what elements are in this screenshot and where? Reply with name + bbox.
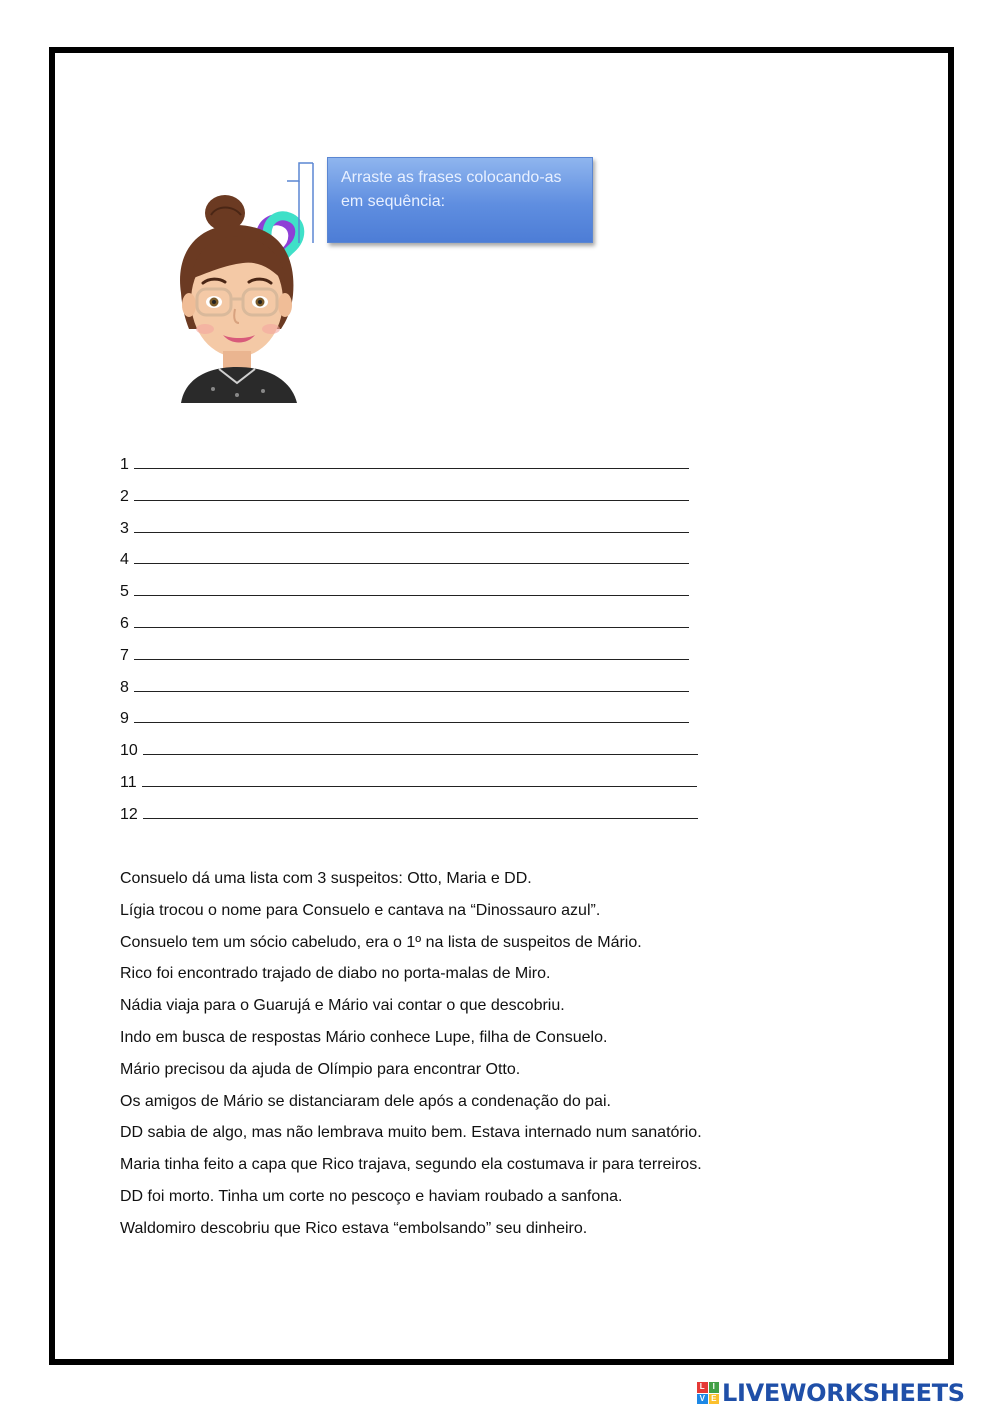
draggable-phrase[interactable]: Mário precisou da ajuda de Olímpio para encontrar Otto. bbox=[120, 1060, 521, 1078]
answer-drop-line[interactable] bbox=[134, 705, 689, 723]
answer-drop-line[interactable] bbox=[134, 578, 689, 596]
answer-number: 5 bbox=[120, 583, 129, 601]
draggable-phrase[interactable]: Waldomiro descobriu que Rico estava “embolsando” seu dinheiro. bbox=[120, 1219, 588, 1237]
answer-number: 2 bbox=[120, 487, 129, 505]
answer-row bbox=[120, 642, 698, 674]
answer-drop-line[interactable] bbox=[134, 451, 689, 469]
logo-letter: L bbox=[697, 1382, 708, 1393]
draggable-phrase[interactable]: Consuelo dá uma lista com 3 suspeitos: Otto, Maria e DD. bbox=[120, 870, 532, 887]
answer-number: 7 bbox=[120, 646, 129, 664]
logo-letter: E bbox=[709, 1394, 720, 1405]
answer-row bbox=[120, 515, 698, 547]
liveworksheets-logo-icon bbox=[697, 1382, 719, 1404]
draggable-phrase[interactable]: Nádia viaja para o Guarujá e Mário vai contar o que descobriu. bbox=[120, 997, 565, 1015]
worksheet-page bbox=[49, 47, 954, 1365]
answer-row bbox=[120, 483, 698, 515]
instruction-callout bbox=[327, 157, 593, 243]
answer-number: 6 bbox=[120, 614, 129, 632]
answer-drop-line[interactable] bbox=[134, 674, 689, 692]
draggable-phrase[interactable]: DD foi morto. Tinha um corte no pescoço e haviam roubado a sanfona. bbox=[120, 1187, 623, 1205]
answer-row bbox=[120, 801, 698, 833]
answer-number: 4 bbox=[120, 551, 129, 569]
phrase-bank bbox=[120, 863, 702, 1245]
callout-bracket bbox=[285, 161, 315, 245]
answer-row bbox=[120, 610, 698, 642]
draggable-phrase[interactable]: DD sabia de algo, mas não lembrava muito bem. Estava internado num sanatório. bbox=[120, 1124, 702, 1142]
answer-number: 8 bbox=[120, 678, 129, 696]
answer-number: 10 bbox=[120, 742, 138, 760]
answer-number: 11 bbox=[120, 773, 137, 791]
answer-number: 12 bbox=[120, 805, 138, 823]
draggable-phrase[interactable]: Rico foi encontrado trajado de diabo no porta-malas de Miro. bbox=[120, 965, 551, 983]
answer-number: 1 bbox=[120, 456, 129, 473]
answer-row bbox=[120, 674, 698, 706]
answer-list bbox=[120, 451, 698, 833]
answer-row bbox=[120, 451, 698, 483]
answer-drop-line[interactable] bbox=[134, 610, 689, 628]
answer-drop-line[interactable] bbox=[134, 483, 689, 501]
brand-name: LIVEWORKSHEETS bbox=[722, 1379, 965, 1407]
draggable-phrase[interactable]: Indo em busca de respostas Mário conhece Lupe, filha de Consuelo. bbox=[120, 1028, 608, 1046]
logo-letter: I bbox=[709, 1382, 720, 1393]
answer-drop-line[interactable] bbox=[134, 642, 689, 660]
answer-row bbox=[120, 737, 698, 769]
answer-row bbox=[120, 546, 698, 578]
draggable-phrase[interactable]: Consuelo tem um sócio cabeludo, era o 1º na lista de suspeitos de Mário. bbox=[120, 933, 642, 951]
draggable-phrase[interactable]: Os amigos de Mário se distanciaram dele após a condenação do pai. bbox=[120, 1092, 611, 1110]
instruction-text: Arraste as frases colocando-as em sequência: bbox=[341, 169, 562, 210]
answer-row bbox=[120, 705, 698, 737]
answer-drop-line[interactable] bbox=[142, 769, 697, 787]
draggable-phrase[interactable]: Lígia trocou o nome para Consuelo e cantava na “Dinossauro azul”. bbox=[120, 901, 601, 919]
answer-drop-line[interactable] bbox=[143, 737, 698, 755]
answer-row bbox=[120, 578, 698, 610]
draggable-phrase[interactable]: Maria tinha feito a capa que Rico trajava, segundo ela costumava ir para terreiros. bbox=[120, 1156, 702, 1174]
answer-row bbox=[120, 769, 698, 801]
answer-drop-line[interactable] bbox=[134, 515, 689, 533]
answer-drop-line[interactable] bbox=[134, 546, 689, 564]
answer-number: 3 bbox=[120, 519, 129, 537]
answer-drop-line[interactable] bbox=[143, 801, 698, 819]
liveworksheets-brand[interactable] bbox=[697, 1378, 965, 1408]
logo-letter: V bbox=[697, 1394, 708, 1405]
answer-number: 9 bbox=[120, 710, 129, 728]
